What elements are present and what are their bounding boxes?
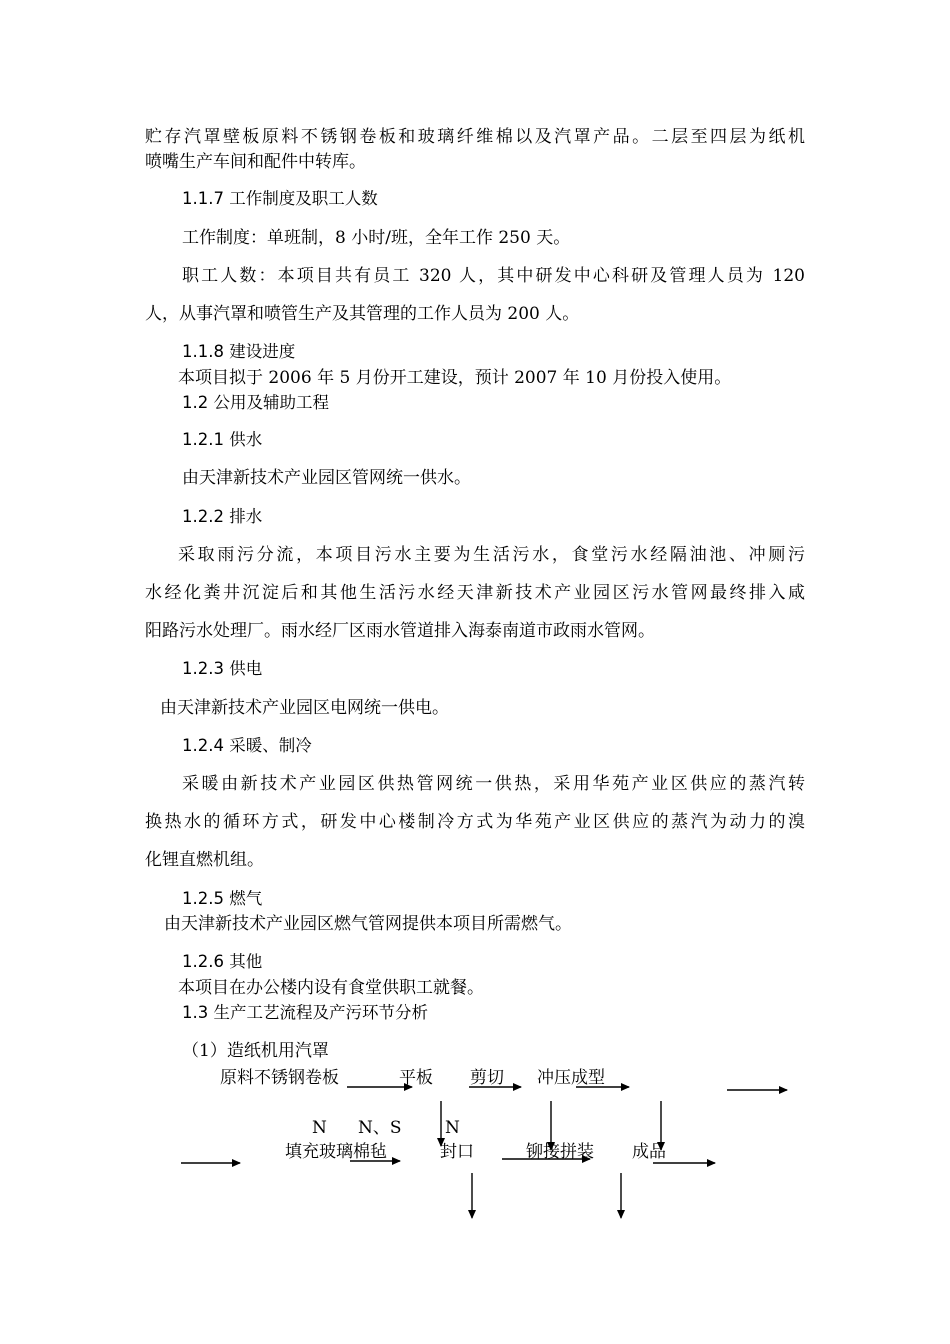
section-heading-1-2-3: 1.2.3 供电 [182,659,263,678]
flow-step-raw-material: 原料不锈钢卷板 [220,1068,339,1088]
schedule-text: 本项目拟于 2006 年 5 月份开工建设，预计 2007 年 10 月份投入使用。 [178,368,732,388]
drainage-line: 水经化粪井沉淀后和其他生活污水经天津新技术产业园区污水管网最终排入咸 [145,583,805,603]
other-facilities-text: 本项目在办公楼内设有食堂供职工就餐。 [178,978,484,998]
paragraph-line: 喷嘴生产车间和配件中转库。 [145,152,366,172]
heating-line: 采暖由新技术产业园区供热管网统一供热，采用华苑产业区供应的蒸汽转 [182,774,805,794]
section-heading-1-2-2: 1.2.2 排水 [182,507,263,526]
drainage-line: 阳路污水处理厂。雨水经厂区雨水管道排入海泰南道市政雨水管网。 [145,621,655,641]
paragraph-line: 贮存汽罩壁板原料不锈钢卷板和玻璃纤维棉以及汽罩产品。二层至四层为纸机 [145,127,805,147]
pollutant-label: N [445,1118,460,1138]
flow-step-cutting: 剪切 [470,1068,504,1088]
heating-line: 换热水的循环方式，研发中心楼制冷方式为华苑产业区供应的蒸汽为动力的溴 [145,812,805,832]
pollutant-label: N、S [358,1118,402,1138]
water-supply-text: 由天津新技术产业园区管网统一供水。 [182,468,471,488]
section-heading-1-2-5: 1.2.5 燃气 [182,889,263,908]
section-heading-1-2: 1.2 公用及辅助工程 [182,393,329,412]
section-heading-1-2-6: 1.2.6 其他 [182,952,263,971]
flow-step-stamping: 冲压成型 [537,1068,605,1088]
power-supply-text: 由天津新技术产业园区电网统一供电。 [160,698,449,718]
section-heading-1-2-4: 1.2.4 采暖、制冷 [182,736,312,755]
staff-count-line: 职工人数：本项目共有员工 320 人，其中研发中心科研及管理人员为 120 [182,266,805,286]
section-heading-1-2-1: 1.2.1 供水 [182,430,263,449]
flow-title: （1）造纸机用汽罩 [182,1041,329,1061]
staff-count-line: 人，从事汽罩和喷管生产及其管理的工作人员为 200 人。 [145,304,580,324]
flow-step-product: 成品 [632,1142,666,1162]
flow-step-riveting: 铆接拼装 [526,1142,594,1162]
work-system-text: 工作制度：单班制，8 小时/班，全年工作 250 天。 [182,228,571,248]
heating-line: 化锂直燃机组。 [145,850,264,870]
section-heading-1-3: 1.3 生产工艺流程及产污环节分析 [182,1003,428,1022]
pollutant-label: N [312,1118,327,1138]
flow-step-sealing: 封口 [440,1142,474,1162]
gas-supply-text: 由天津新技术产业园区燃气管网提供本项目所需燃气。 [164,914,572,934]
section-heading-1-1-7: 1.1.7 工作制度及职工人数 [182,189,378,208]
drainage-line: 采取雨污分流，本项目污水主要为生活污水，食堂污水经隔油池、冲厕污 [178,545,805,565]
section-heading-1-1-8: 1.1.8 建设进度 [182,342,296,361]
flow-step-flat-plate: 平板 [399,1068,433,1088]
flow-step-glass-wool: 填充玻璃棉毡 [285,1142,387,1162]
